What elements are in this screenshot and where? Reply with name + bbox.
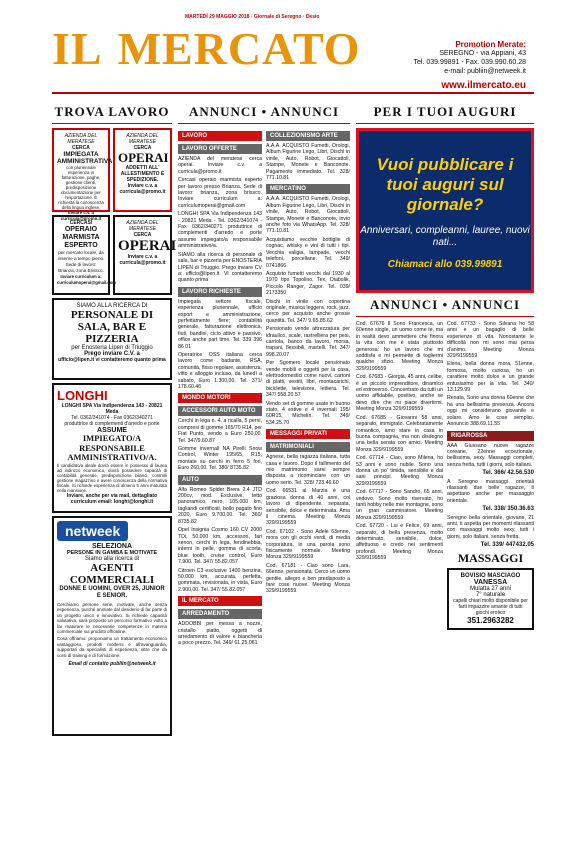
section-annunci: ANNUNCI • ANNUNCI [178, 104, 350, 124]
masthead-rule [52, 92, 534, 94]
website-url[interactable]: www.ilmercato.eu [441, 80, 526, 91]
annunci-personal-right: Cod. 67733 - Sono Silvana ho 58 anni e un bagaglio di belle esperienze di vita. Nonostante le difficoltà non mi sono mai persa d'animo. Meeting Monza 329/9199559 Elena, bella donna mora, 51enne, formosa, molto curiosa, ho un carattere molto dolce e un grande entusiasmo per la vita. Tel. 340/ 13.129.99 Renata, Sono una donna 60enne che ha una bellissima presenza. Ancora oggi mi considerano giovanile e solare. Amo le cose semplici. Annuncio 388.69.11.55 RIGAROSSA AAA Giussano nuove ragazze coreane, 22enne eccezionale, bellissima, sexy. Massaggi completi, senza fretta, tutti i giorni, solo italiani. Tel. 366/ 42.56.530 A Seregno massaggi orientali rilassanti due belle ragazze, ti aspettano anche per massaggio orientale. Tel. 338/ 350.36.63 Seregno bella orientale, giovane, 21 anni, ti aspetta per momenti rilassanti con massaggi molto sexy, tutti i giorni, solo italiani, senza fretta. Tel. 339/ 447432.05 MASSAGGI BOVISIO MASCIAGO VANESSA Mulatta 27 anni 7° naturale capelli chiari molto disponibile per farti impazzire amante di tutti giochi erotico 351.2963282 [447, 321, 534, 630]
ad-auguri: Vuoi pubblicare i tuoi auguri sul giornale? Anniversari, compleanni, lauree, nuovi nati... Chiamaci allo 039.99891 [356, 128, 534, 293]
column-annunci-right: COLLEZIONISMO ARTE A.A.A. ACQUISTO Fumetti, Orologi, Album Figurine Lego, Libri, Dischi in vinile, Auto, Robot, Giocattoli, Stampe, Monete e Banconote. Pagamento immediato. Tel. 328/ 771.10.81 MERCATINO A.A.A. ACQUISTO Fumetti, Orologi, Album Figurine Lego, Libri, Dischi in vinile, Auto, Robot, Giocattoli, Stampe, Monete e Banconote, invio anche foto via WhatsApp. Tel. 328/ 771.10.81 Acquistiamo vecchie bottiglie di cognac, whisky e vini di tutti i tipi. Vecchia valigia, lampade, vecchi telefoni, porcellane. Tel. 349/ 0741866 Acquisto fumetti vecchi dal 1930 al 1970 tipo Topolino, Tex, Diabolik, Piccolo Ranger, Zagor. Tel. 039/ 2173350 Dischi in vinile con copertina originale, musica leggera, rock, jazz, cerco per acquisto anche grosse quantità. Tel. 347/ 9.65.85.62 Pensionato vende attrezzatura per idraulico, scale, rastrelliera per pesi, carriola, banco da lavoro, morsa, trapani, flessibili, martelli. Tel. 347/ 998.20.07 Per Sgomero locale pensionato vende mobili e oggetti per la casa, elettrodomestici come nuovi, cartoni di piatti, vestiti, libri, montacarichi, biciclette, televisore, lettiera. Tel. 347/ 558.20.57 Vendo set di gomme usate in buono stato, 4 estive e 4 invernali 195/ 60R15, Michelin. Tel. 349/ 534.25.70 MESSAGGI PRIVATI MATRIMONIALI Agnese, bella ragazza italiana, tutta casa e lavoro. Dopo il fallimento del mio matrimonio sarei sempre disposta a ricominciare con un uomo serio. Tel. 328/ 723.46.60 Cod. 66531 al Marzia è una graziosa donna di 40 anni, col lavoro di dipendente, separata, sensibile, dolce e determinata. Ama il cinema. Meeting Monza 329/9199559 Cod. 67102 - Sono Adele 63enne, mora con gli occhi verdi, di media corporatura, in una parola sono fisicamente normale. Meeting Monza 329/9199559 Cod. 67181 - Ciao sono Lara, 66enne, pensionata. Cerco un uomo gentile, allegro e ben predisposto a fare cose nuove. Meeting Monza 329/9199559 [266, 133, 350, 595]
ribbon-lavoro: LAVORO [178, 131, 262, 141]
massaggi-ad: BOVISIO MASCIAGO VANESSA Mulatta 27 anni 7° naturale capelli chiari molto disponibile per farti impazzire amante di tutti giochi erotico 351.2963282 [447, 568, 534, 630]
ribbon-lavoro-offerte: LAVORO OFFERTE [178, 144, 262, 154]
ribbon-mondo-motori: MONDO MOTORI [178, 393, 262, 403]
netweek-logo: netweek [57, 521, 128, 541]
massaggi-title: MASSAGGI [457, 550, 524, 565]
job-ad-operai-2: AZIENDA DEL MERATESE CERCA OPERAI Inviare c.v. a curricula@promo.it [113, 215, 172, 295]
ribbon-lavoro-richieste: LAVORO RICHIESTE [178, 287, 262, 297]
ribbon-il-mercato: IL MERCATO [178, 596, 262, 606]
ribbon-collezionismo: COLLEZIONISMO ARTE [266, 131, 350, 141]
section-auguri: PER I TUOI AUGURI [356, 104, 534, 124]
annunci-lavoro: AZIENDA del meratese cerca operai. Inviare c.v. a curricula@promo.it Cercasi operaio marmista esperto per lavoro presso Brianza. Sede di lavoro: brianza, zona brissco. Inviare curriculum a: curriculumoperai@gmail.com LONGHI SPA Via Indipendenza 143 - 20821 Meda - Tel. 0362/341074 - Fax 0362/340271 produttrice di complementi d'arredo e porte assume impiegato/a responsabile amministrativo/a. SIAMO alla ricerca di personale di sala, bar e pizzeria per ENOSTERIA LIPEN di Triuggio. Prego inviare CV a: ufficio@lipen.it. Vi contatteremo quanto prima [178, 156, 262, 284]
newspaper-logo: IL MERCATO [52, 23, 361, 74]
ribbon-messaggi-privati: MESSAGGI PRIVATI [266, 429, 350, 439]
longhi-logo: LONGHI [57, 388, 108, 403]
masthead [0, 0, 580, 92]
section-annunci-2: ANNUNCI • ANNUNCI [356, 297, 534, 317]
column-annunci-left: LAVORO LAVORO OFFERTE AZIENDA del meratese cerca operai. Inviare c.v. a curricula@promo.it Cercasi operaio marmista esperto per lavoro presso Brianza. Sede di lavoro: brianza, zona brissco. Inviare curriculum a: curriculumoperai@gmail.com LONGHI SPA Via Indipendenza 143 - 20821 Meda - Tel. 0362/341074 - Fax 0362/340271 produttrice di complementi d'arredo e porte assume impiegato/a responsabile amministrativo/a. SIAMO alla ricerca di personale di sala, bar e pizzeria per ENOSTERIA LIPEN di Triuggio. Prego inviare CV a: ufficio@lipen.it. Vi contatteremo quanto prima LAVORO RICHIESTE Impiegata settore fiscale, esperienza pluriennale, ufficio export e amministrazione, perfettamente fiere; contabilità generale, fatturazione elettronica, fiuti, bandini, ciclo attivo e passivo, office anche part time. Tel. 339 396 86 01 Operatrice OSS italiana cerca lavoro come badante, RSA, comunità, fisso regolare, assistenza, vitto e alloggio incluso, da lunedì a sabato, Euro 1.300,00. Tel. 371/ 178.60.46 MONDO MOTORI ACCESSORI AUTO MOTO Cerchi in lega n. 4, a ricalla, 5 perni, compresi di gomme 165/70 R14, per Fiat Punto, vendo a Euro 250,00. Tel. 347/9.60.87 Gomme invernali NA Pirelli Snow Control, Winter 195/65, R15, montate su cerchi in ferro 5 fori, Euro 260,00. Tel. 380/ 8735.82 AUTO Alfa Romeo Spider Brera 2.4 JTD 200cv, mod. Exclusive, tetto panoramico, nero, 105.000 km, tagliandi certificati, bollo pagato fino 2020, Euro 9.700,00. Tel. 360/ 8735.82 Opel Insignia Cosmo 160 CV 2000 TDi, 50.000 km, accessori, fari xenon, cerchi in lega, fendinebbia, interni in pelle, gomma di scorta, blue tooth, cruise control, Euro 7.900. Tel. 347/ 55.82.057 Citroen C3 esclusive 1400 benzina, 50.000 km, accurata, perfetta, gommata, revisionata, in vista, Euro 2.900,00. Tel. 347/ 55.82.057 IL MERCATO ARREDAMENTO ADDOBBI per messa a nozze, cristallo piatto, oggetti di arredamento di valore e biancheria a poco prezzo. Tel. 349/ 61.25.061 [178, 133, 262, 647]
ribbon-mercatino: MERCATINO [266, 184, 350, 194]
job-ad-operai: AZIENDA DEL MERATESE CERCA OPERAI ADDETTI ALL' ALLESTIMENTO E SPEDIZIONE. Inviare c.v. a curricula@promo.it [113, 128, 172, 212]
annunci-personal-left: Cod. 67676 Il Sono Francesca, un 60enne single, un uomo come te, ma in realtà devo ammettere che finora la vita con me è stata piuttosto generosa: ho un lavoro che mi soddisfa e mi permette di togliermi qualche sfizio. Meeting Monza 329/9199559 Cod. 67683 - Giorgia, 45 anni, celibe, è un piccolo imprenditore, dinamico ed estroverso. Concentrato da tutti un uomo affidabile, positivo, anche se devo dire che mi piace divertirmi. Meeting Monza 329/9199559 Cod. 67685 - Giovanni 58 anni, separato, immigrato. Celebratamente romantico, amo stare in casa in buona compagnia, ma non disdegno una bella serata con amici. Meeting Monza 329/9199559 Cod. 67714 - Ciao, sono Milena, ho 53 anni e sono nubile. Sono una donna un po' timida, sensibile e dai sani principi. Meeting Monza 329/9199559 Cod. 67717 - Sono Sandro, 65 anni, vedovo. Sono molto riservato, ho tanti hobby nelle mie montagne, sono un gran camminatore. Meeting Monza 329/9199559 Cod. 67720 - Lui e Felice, 69 anni, separato, di bella presenza, molto determinato, sensibile, dolce, affettuoso e credo nei sentimenti profondi. Meeting Monza 329/9199559 [356, 321, 443, 562]
ribbon-rigarossa: RIGAROSSA [447, 431, 534, 441]
date-line: MARTEDÌ 29 MAGGIO 2018 · Giornale di Seregno · Desio [185, 14, 320, 20]
job-ad-marmista: CERCASI OPERAIO MARMISTA ESPERTO per mercato locale, da inserire a tempo pieno. Sede di lavoro: Brianza, zona Brissco. Inviare curriculum a: curriculumoperai@gmail.com [52, 215, 110, 295]
column-trova-lavoro [52, 128, 177, 739]
section-trova-lavoro: TROVA LAVORO [52, 104, 172, 124]
promotion-info: Promotion Merate: SEREGNO - via Appiani, 43 Tel. 039.99891 - Fax. 039.990.60.28 e-mail: publiin@netweek.it [413, 40, 526, 75]
job-ad-netweek: netweek SELEZIONA PERSONE IN GAMBA E MOTIVATE Siamo alla ricerca di AGENTI COMMERCIALI DONNE E UOMINI, OVER 25, JUNIOR E SENIOR. Cerchiamo persone serie, motivate, anche senza esperienza, purché animate dal desiderio di far parte di un progetto unico e innovativo. Si richiede capacità valutativa, sarà proposto un percorso formativo volto a far maturare le necessarie competenze in materia commerciale sui prodotti off/online. Cosa offriamo: proponiamo un trattamento economico vantaggioso, prodotti moderni e all'avanguardia, supportati da specialisti di esperienza, oltre che da corsi di training e di formazione. Email di contatto publiin@netweek.it [52, 516, 172, 736]
job-ad-longhi: LONGHI LONGHI SPA Via Indipendenza 143 - 20821 Meda Tel. 0362/341074 - Fax 0362/340271 produttrice di complementi d'arredo e porte ASSUME IMPIEGATO/A RESPONSABILE AMMINISTRATIVO/A. Il candidato/a ideale dovrà essere in possesso di laurea ad indirizzo economico, dovrà possedere capacità di contabilità generale, predisposizione bilanci, controlli gestione magazzino e avere conoscenza della normativa fiscale. Si richiede esperienza di almeno 5 anni maturata nella mansione. Inviare, anche per via mail, dettagliato curriculum email: longhi@longhi.it [52, 383, 172, 513]
job-ad-lipen: SIAMO ALLA RICERCA DI PERSONALE DI SALA, BAR E PIZZERIA per Enosteria Lipen di Triuggio Prego inviare C.V. a ufficio@lipen.it vi contatteremo quanto prima [52, 298, 172, 380]
job-ad-impiegata: AZIENDA DEL MERATESE CERCA IMPIEGATA AMMINISTRATIVA con pluriennale esperienza in fatturazione, paghe, gestione clienti, predisposizione documentazione per l'esportazione. È richiesta la conoscenza della lingua inglese. Inviare c.v. a curricula@promo.it [52, 128, 110, 212]
column-auguri [356, 128, 534, 630]
